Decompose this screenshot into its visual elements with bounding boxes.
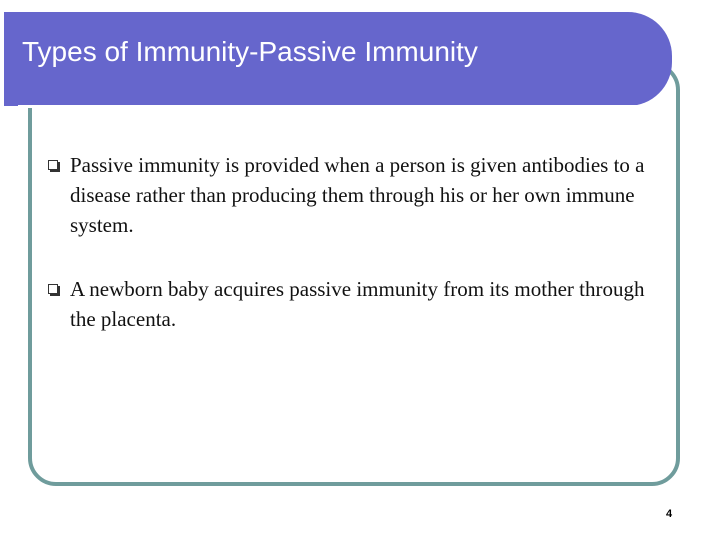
bullet-item (48, 150, 648, 240)
square-bullet-icon (48, 160, 58, 170)
bullet-text: Passive immunity is provided when a person is given antibodies to a disease rather than producing them through his or her own immune system. (70, 153, 645, 237)
bullet-item (48, 274, 648, 334)
bullet-list (48, 150, 648, 368)
title-underline (18, 105, 640, 108)
square-bullet-icon (48, 284, 58, 294)
bullet-text: A newborn baby acquires passive immunity from its mother through the placenta. (70, 277, 645, 331)
page-number: 4 (666, 508, 673, 520)
slide-title: Types of Immunity-Passive Immunity (22, 36, 478, 67)
